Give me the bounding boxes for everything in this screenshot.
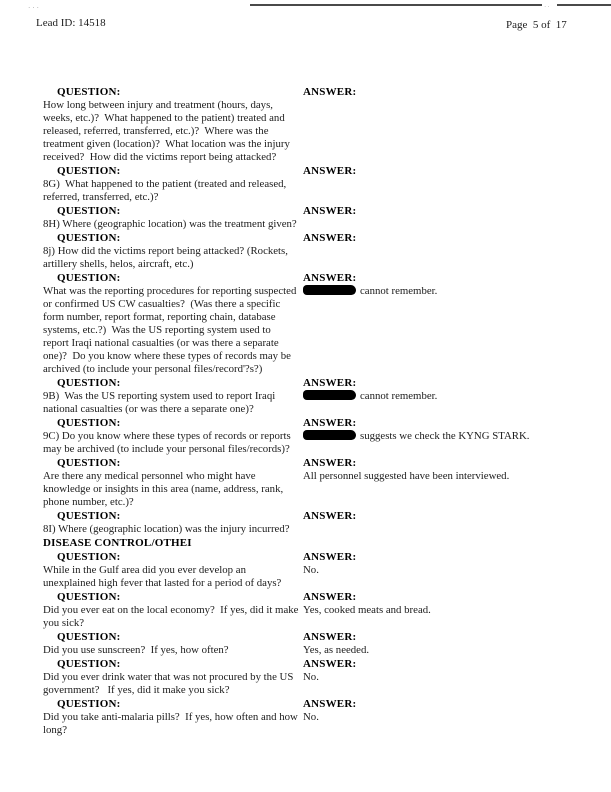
question-text: 9C) Do you know where these types of records or reports may be archived (to include your personal files/records)? [43,430,294,455]
question-cell [43,86,303,164]
question-text: Are there any medical personnel who might have knowledge or insights in this area (name, address, rank, phone number, etc.)? [43,470,286,508]
question-cell [43,510,303,536]
section-heading-disease-control: DISEASE CONTROL/OTHEI [43,537,192,549]
qa-row [43,205,583,231]
answer-heading: ANSWER: [303,457,357,469]
answer-cell [303,510,583,536]
answer-text: No. [303,711,319,723]
answer-cell [303,457,583,509]
answer-cell [303,591,583,630]
question-text: 8j) How did the victims report being attacked? (Rockets, artillery shells, helos, aircraft, etc.) [43,245,291,270]
question-text: 8I) Where (geographic location) was the injury incurred? [43,523,290,535]
answer-cell [303,86,583,164]
question-text: 8H) Where (geographic location) was the treatment given? [43,218,297,230]
qa-content [43,86,583,738]
question-heading: QUESTION: [57,205,121,217]
answer-heading: ANSWER: [303,510,357,522]
answer-cell [303,631,583,657]
answer-heading: ANSWER: [303,165,357,177]
answer-heading: ANSWER: [303,631,357,643]
answer-text: Yes, as needed. [303,644,370,656]
answer-text: No. [303,671,319,683]
question-cell [43,658,303,697]
answer-cell [303,205,583,231]
qa-row [43,631,583,657]
answer-text: suggests we check the KYNG STARK. [303,430,583,443]
answer-cell [303,658,583,697]
question-cell [43,551,303,590]
answer-heading: ANSWER: [303,551,357,563]
answer-heading: ANSWER: [303,232,357,244]
answer-heading: ANSWER: [303,86,357,98]
page-number-label: Page 5 of 17 [506,19,567,31]
lead-id-label: Lead ID: 14518 [36,17,106,29]
qa-row [43,232,583,271]
answer-heading: ANSWER: [303,698,357,710]
question-cell [43,205,303,231]
question-heading: QUESTION: [57,551,121,563]
question-cell [43,377,303,416]
answer-heading: ANSWER: [303,591,357,603]
question-text: While in the Gulf area did you ever develop an unexplained high fever that lasted for a period of days? [43,564,282,589]
question-heading: QUESTION: [57,631,121,643]
question-heading: QUESTION: [57,232,121,244]
question-heading: QUESTION: [57,272,121,284]
question-heading: QUESTION: [57,698,121,710]
question-heading: QUESTION: [57,377,121,389]
question-heading: QUESTION: [57,510,121,522]
scan-artifact-smudge: ·· [544,3,551,11]
answer-cell [303,232,583,271]
qa-row [43,86,583,164]
answer-text: All personnel suggested have been interviewed. [303,470,510,482]
qa-row [43,165,583,204]
qa-row [43,698,583,737]
answer-cell [303,551,583,590]
qa-row [43,591,583,630]
question-heading: QUESTION: [57,86,121,98]
answer-heading: ANSWER: [303,377,357,389]
question-text: Did you use sunscreen? If yes, how often? [43,644,229,656]
question-cell [43,417,303,456]
answer-cell [303,417,583,456]
qa-row [43,377,583,416]
qa-row [43,272,583,376]
redaction-box [303,285,356,295]
qa-row [43,551,583,590]
question-text: Did you ever drink water that was not procured by the US government? If yes, did it make you sick? [43,671,297,696]
question-cell [43,631,303,657]
answer-heading: ANSWER: [303,417,357,429]
answer-text: cannot remember. [303,285,583,298]
question-cell [43,232,303,271]
answer-cell [303,698,583,737]
question-text: Did you take anti-malaria pills? If yes, how often and how long? [43,711,301,736]
answer-heading: ANSWER: [303,658,357,670]
question-heading: QUESTION: [57,457,121,469]
question-text: What was the reporting procedures for reporting suspected or confirmed US CW casualties? (Was there a specific form number, report format, reporting chain, database systems, etc.?) Was the US reporting system used to report Iraqi national casualties (or was there a separate one)? Do you know where these types of records may be archived (to include your personal files/record'?s?) [43,285,300,375]
answer-cell [303,165,583,204]
question-text: How long between injury and treatment (hours, days, weeks, etc.)? What happened to the patient) treated and released, referred, transferred, etc.)? Where was the treatment given (location)? What location was the injury received? How did the victims report being attacked? [43,99,293,163]
question-text: Did you ever eat on the local economy? If yes, did it make you sick? [43,604,302,629]
question-heading: QUESTION: [57,417,121,429]
question-cell [43,272,303,376]
qa-row [43,658,583,697]
answer-cell [303,377,583,416]
answer-text: No. [303,564,319,576]
answer-cell [303,272,583,376]
redaction-box [303,430,356,440]
scan-artifact-line-right [557,4,611,6]
answer-text: cannot remember. [303,390,583,403]
question-cell [43,591,303,630]
question-text: 8G) What happened to the patient (treated and released, referred, transferred, etc.)? [43,178,289,203]
scan-artifact-line [250,4,542,6]
scan-artifact-dots: ··· [28,4,41,12]
question-heading: QUESTION: [57,591,121,603]
qa-row [43,417,583,456]
question-cell [43,165,303,204]
question-cell [43,457,303,509]
redaction-box [303,390,356,400]
answer-text: Yes, cooked meats and bread. [303,604,431,616]
answer-heading: ANSWER: [303,272,357,284]
question-text: 9B) Was the US reporting system used to report Iraqi national casualties (or was there a separate one)? [43,390,278,415]
question-cell [43,698,303,737]
answer-heading: ANSWER: [303,205,357,217]
qa-row [43,457,583,509]
qa-row [43,510,583,536]
question-heading: QUESTION: [57,165,121,177]
question-heading: QUESTION: [57,658,121,670]
